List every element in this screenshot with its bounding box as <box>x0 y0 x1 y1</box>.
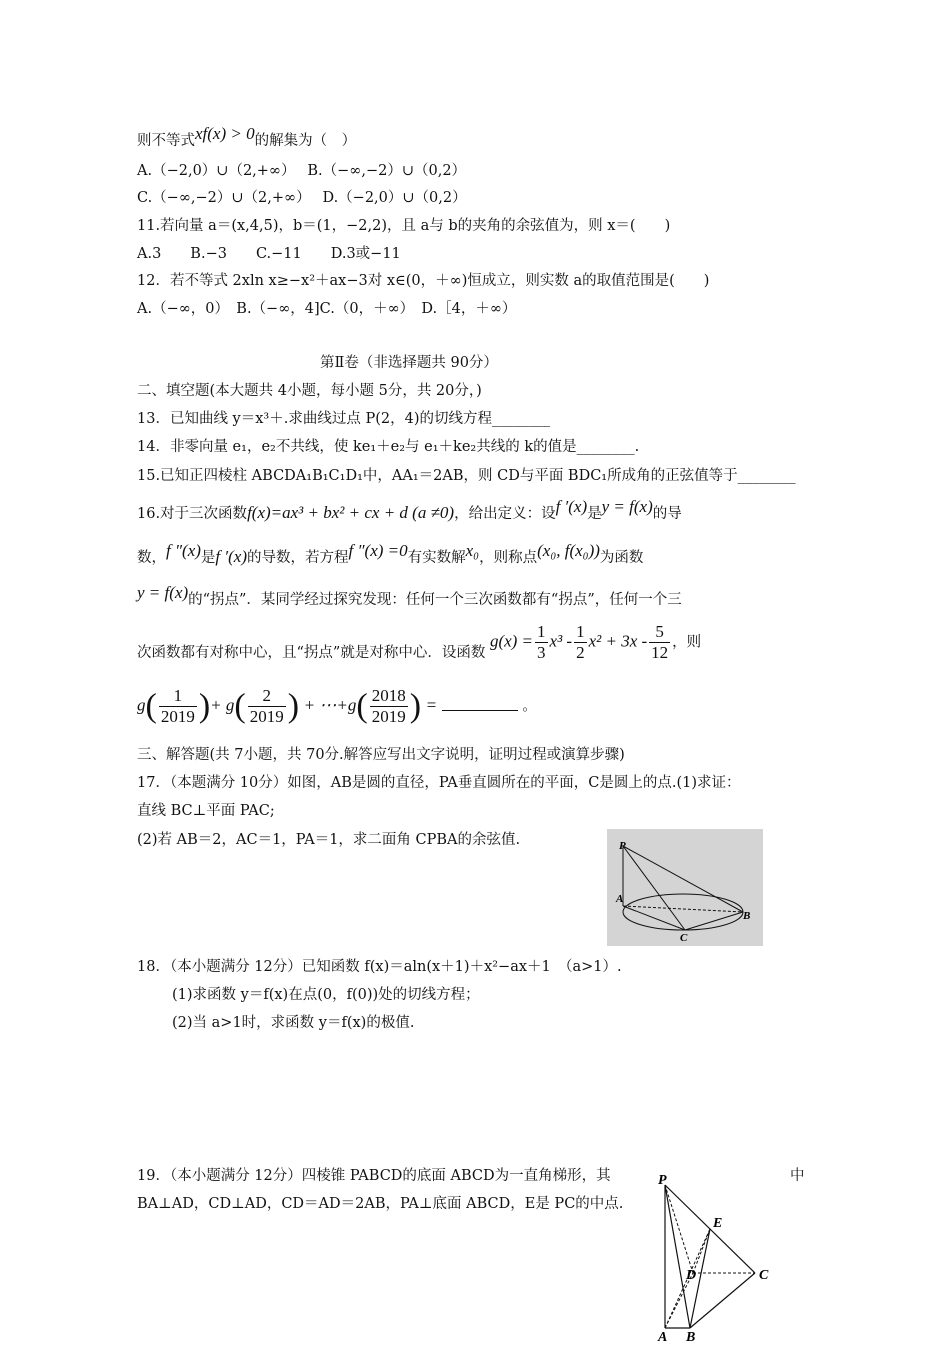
q17-line3: (2)若 AB＝2，AC＝1，PA＝1，求二面角 CPBA的余弦值. <box>137 832 521 848</box>
q14-stem: 14．非零向量 e₁，e₂不共线，使 ke₁＋e₂与 e₁＋ke₂共线的 k的值是________. <box>137 439 640 455</box>
pyramid-diagram <box>655 1170 785 1342</box>
q13-stem: 13．已知曲线 y＝x³＋.求曲线过点 P(2，4)的切线方程________ <box>137 411 550 427</box>
label-a: A <box>658 1330 668 1342</box>
cone-diagram <box>607 829 763 946</box>
q19-figure <box>655 1170 785 1342</box>
numerator: 1 <box>537 622 546 641</box>
q16-term: + ⋯+g <box>303 695 357 715</box>
label-b: B <box>686 1330 696 1342</box>
q16-text: 次函数都有对称中心，且“拐点”就是对称中心．设函数 <box>137 644 486 661</box>
q16-term: x² + 3x - <box>588 631 648 651</box>
q16-text: ，给出定义：设 <box>454 506 556 522</box>
label-a: A <box>616 893 624 905</box>
q16-g-def: g(x) = <box>489 631 534 651</box>
q19-line1-end: 中 <box>790 1168 805 1184</box>
fraction <box>535 622 548 663</box>
q11-stem: 11.若向量 a＝(x,4,5)，b＝(1，−2,2)，且 a与 b的夹角的余弦值为，则 x＝( ) <box>137 218 671 234</box>
q19-line2: BA⊥AD，CD⊥AD，CD＝AD＝2AB，PA⊥底面 ABCD，E是 PC的中点. <box>137 1196 624 1212</box>
q17-line1: 17．（本题满分 10分）如图，AB是圆的直径，PA垂直圆所在的平面，C是圆上的点.(1)求证： <box>137 775 741 791</box>
q10-stem-post: 的解集为（ ） <box>254 133 357 149</box>
numerator: 2018 <box>371 686 406 705</box>
numerator: 5 <box>649 622 670 643</box>
q16-text: 是 <box>200 550 216 566</box>
fraction <box>649 622 670 663</box>
q10-options-ab: A.（−2,0）∪（2,+∞） B.（−∞,−2）∪（0,2） <box>137 163 467 179</box>
fraction <box>574 622 587 663</box>
q10-stem <box>137 124 357 151</box>
q16-text: ，则 <box>672 634 702 651</box>
fraction <box>370 686 408 727</box>
q17-line2: 直线 BC⊥平面 PAC; <box>137 803 275 819</box>
q12-stem: 12．若不等式 2xln x≥−x²＋ax−3对 x∈(0，＋∞)恒成立，则实数 a的取值范围是( ) <box>137 273 710 289</box>
q16-text: ，则称点 <box>479 550 538 566</box>
q16-text: 是 <box>587 506 602 522</box>
q16-term: + g <box>210 695 235 715</box>
q10-stem-pre: 则不等式 <box>137 133 195 149</box>
q16-cubic-formula: f(x)=ax³ + bx² + cx + d (a ≠0) <box>247 503 455 522</box>
denominator: 3 <box>537 643 546 662</box>
denominator: 2 <box>576 643 585 662</box>
q16-term: x³ - <box>549 631 573 651</box>
label-b: B <box>743 910 751 922</box>
label-c: C <box>680 932 688 944</box>
fraction <box>248 686 286 727</box>
label-p: P <box>619 840 626 852</box>
q16-text: 有实数解 <box>407 550 466 566</box>
q18-line3: (2)当 a>1时，求函数 y＝f(x)的极值. <box>172 1015 415 1031</box>
q16-x0: x₀ <box>465 541 480 560</box>
numerator: 1 <box>576 622 585 641</box>
q16-line5: g( $\frac{1}{2019}$ )+ g( $\frac{2}{2019}$ ) + ⋯+g( $\frac{2018}{2019}$ ) = 。 <box>137 686 537 726</box>
q10-options-cd: C.（−∞,−2）∪（2,+∞） D.（−2,0）∪（0,2） <box>137 190 467 206</box>
denominator: 2019 <box>160 707 195 726</box>
q16-g: g <box>137 695 146 715</box>
q16-line4 <box>137 622 701 663</box>
q16-fdoubleprime: f ″(x) <box>166 541 201 560</box>
q12-options: A.（−∞，0） B.（−∞，4]C.（0，＋∞） D.［4，＋∞） <box>137 301 517 317</box>
q16-yfx: y = f(x) <box>601 497 653 516</box>
q11-options: A.3 B.−3 C.−11 D.3或−11 <box>137 246 401 262</box>
q16-text: 的导 <box>652 506 682 522</box>
part2-title: 第Ⅱ卷（非选择题共 90分） <box>320 355 498 371</box>
section2-heading: 二、填空题(本大题共 4小题，每小题 5分，共 20分，) <box>137 383 482 399</box>
q16-line3 <box>137 583 682 610</box>
q16-line2 <box>137 541 644 568</box>
q16-equation: f ″(x) =0 <box>348 541 408 560</box>
q16-text: 数， <box>137 550 166 566</box>
q16-text: 的导数，若方程 <box>246 550 349 566</box>
answer-blank[interactable] <box>442 696 518 711</box>
label-d: D <box>686 1268 697 1283</box>
q16-fprime: f ′(x) <box>555 497 588 516</box>
q16-text: 为函数 <box>599 550 644 566</box>
denominator: 12 <box>651 643 669 662</box>
section3-heading: 三、解答题(共 7小题，共 70分.解答应写出文字说明，证明过程或演算步骤) <box>137 747 625 763</box>
q19-line1: 19．（本小题满分 12分）四棱锥 PABCD的底面 ABCD为一直角梯形，其 <box>137 1168 611 1184</box>
q16-equals: = <box>425 695 438 715</box>
q15-stem: 15.已知正四棱柱 ABCDA₁B₁C₁D₁中，AA₁＝2AB，则 CD与平面 BDC₁所成角的正弦值等于________ <box>137 468 796 484</box>
q16-text: 。 <box>522 698 537 715</box>
q10-inequality: xf(x) > 0 <box>195 124 255 143</box>
label-e: E <box>713 1216 723 1231</box>
label-p: P <box>658 1173 667 1188</box>
numerator: 1 <box>159 686 197 707</box>
q18-line1: 18．（本小题满分 12分）已知函数 f(x)＝aln(x＋1)＋x²−ax＋1 （a>1）. <box>137 959 622 975</box>
numerator: 2 <box>248 686 286 707</box>
denominator: 2019 <box>249 707 284 726</box>
q16-point: (x₀, f(x₀)) <box>537 541 600 560</box>
q16-text: 的“拐点”．某同学经过探究发现：任何一个三次函数都有“拐点”，任何一个三 <box>188 592 682 608</box>
label-c: C <box>759 1268 769 1283</box>
denominator: 2019 <box>371 707 406 726</box>
q16-text: 16.对于三次函数 <box>137 506 248 522</box>
q16-line1 <box>137 497 682 524</box>
q16-yfx: y = f(x) <box>137 583 189 602</box>
q17-figure <box>607 829 763 946</box>
q18-line2: (1)求函数 y＝f(x)在点(0，f(0))处的切线方程； <box>172 987 480 1003</box>
q16-fprime: f ′(x) <box>215 547 247 566</box>
fraction <box>159 686 197 727</box>
